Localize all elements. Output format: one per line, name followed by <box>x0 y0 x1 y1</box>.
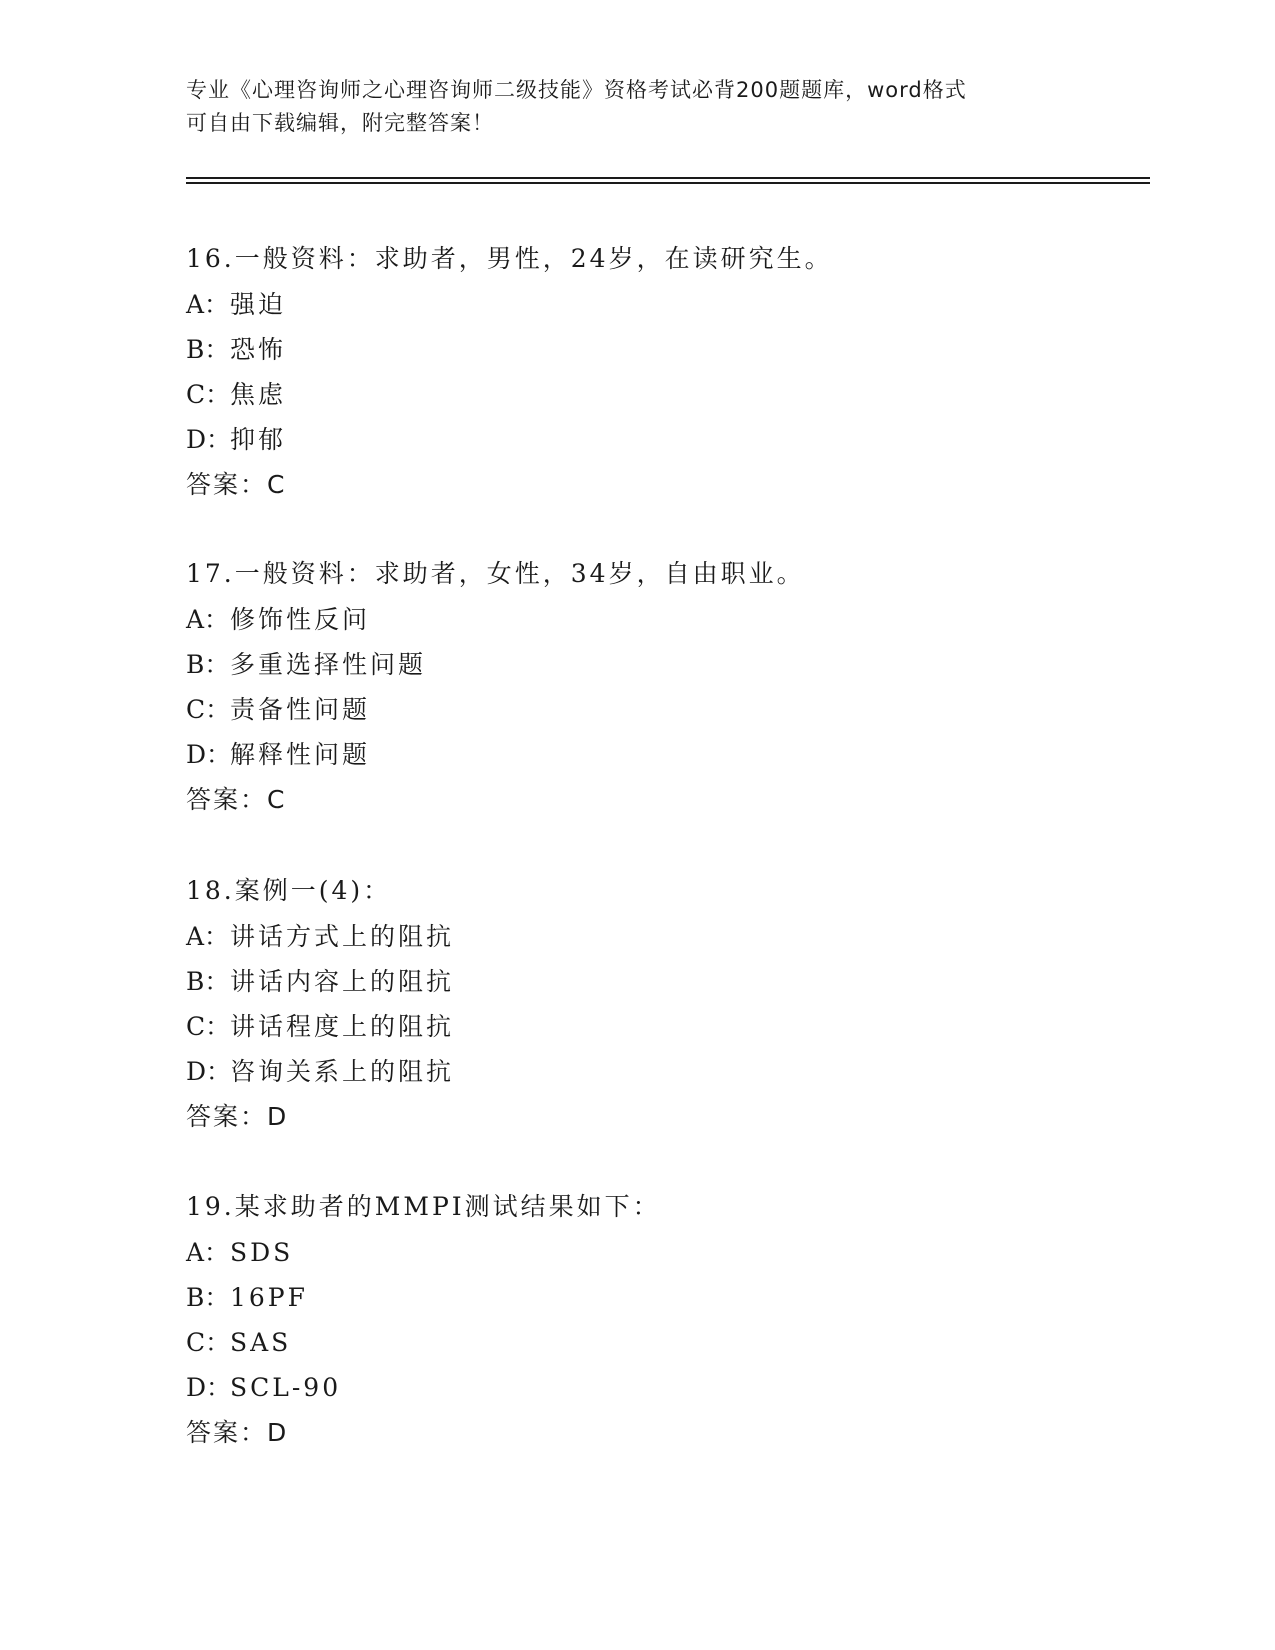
question-18 <box>186 868 1086 1140</box>
option-a <box>186 282 1086 327</box>
option-d <box>186 1365 1086 1410</box>
document-header <box>186 74 1086 140</box>
header-line-2: 可自由下载编辑，附完整答案！ <box>186 111 494 135</box>
question-title: 16.一般资料：求助者，男性，24岁，在读研究生。 <box>186 244 833 273</box>
answer-line: 答案：C <box>186 785 287 814</box>
option-letter: C： <box>186 380 231 409</box>
header-line-1: 专业《心理咨询师之心理咨询师二级技能》资格考试必背200题题库，word格式 <box>186 78 967 102</box>
option-text: 解释性问题 <box>230 740 371 769</box>
option-letter: B： <box>186 1283 230 1312</box>
option-letter: B： <box>186 650 230 679</box>
question-16 <box>186 236 1086 508</box>
option-c <box>186 372 1086 417</box>
option-letter: C： <box>186 1328 231 1357</box>
option-text: 16PF <box>230 1283 308 1312</box>
option-letter: C： <box>186 695 231 724</box>
option-text: 讲话内容上的阻抗 <box>230 967 455 996</box>
answer-line: 答案：D <box>186 1102 289 1131</box>
option-letter: D： <box>186 1057 232 1086</box>
option-letter: A： <box>186 922 230 951</box>
option-text: SDS <box>230 1238 294 1267</box>
question-17 <box>186 551 1086 823</box>
option-b <box>186 327 1086 372</box>
option-text: 强迫 <box>230 290 287 319</box>
option-letter: D： <box>186 425 232 454</box>
option-d <box>186 1049 1086 1094</box>
option-d <box>186 417 1086 462</box>
question-title: 17.一般资料：求助者，女性，34岁，自由职业。 <box>186 559 805 588</box>
option-letter: D： <box>186 740 232 769</box>
option-letter: B： <box>186 335 230 364</box>
option-c <box>186 1004 1086 1049</box>
option-letter: C： <box>186 1012 231 1041</box>
option-letter: D： <box>186 1373 232 1402</box>
option-text: SAS <box>230 1328 292 1357</box>
question-title: 18.案例一(4)： <box>186 876 392 905</box>
option-a <box>186 914 1086 959</box>
header-divider-bottom <box>186 182 1150 184</box>
option-letter: B： <box>186 967 230 996</box>
option-text: 抑郁 <box>230 425 287 454</box>
option-text: 讲话方式上的阻抗 <box>230 922 455 951</box>
option-text: 焦虑 <box>230 380 287 409</box>
option-a <box>186 597 1086 642</box>
option-c <box>186 1320 1086 1365</box>
option-letter: A： <box>186 290 230 319</box>
option-b <box>186 1275 1086 1320</box>
option-text: 修饰性反问 <box>230 605 371 634</box>
option-a <box>186 1230 1086 1275</box>
option-text: SCL-90 <box>230 1373 342 1402</box>
option-text: 咨询关系上的阻抗 <box>230 1057 455 1086</box>
option-letter: A： <box>186 605 230 634</box>
option-text: 讲话程度上的阻抗 <box>230 1012 455 1041</box>
option-letter: A： <box>186 1238 230 1267</box>
question-title: 19.某求助者的MMPI测试结果如下： <box>186 1192 661 1221</box>
answer-line: 答案：D <box>186 1418 289 1447</box>
option-c <box>186 687 1086 732</box>
option-b <box>186 959 1086 1004</box>
header-divider-top <box>186 177 1150 179</box>
option-text: 责备性问题 <box>230 695 371 724</box>
option-text: 恐怖 <box>230 335 287 364</box>
option-b <box>186 642 1086 687</box>
answer-line: 答案：C <box>186 470 287 499</box>
option-text: 多重选择性问题 <box>230 650 427 679</box>
question-19 <box>186 1184 1086 1456</box>
option-d <box>186 732 1086 777</box>
